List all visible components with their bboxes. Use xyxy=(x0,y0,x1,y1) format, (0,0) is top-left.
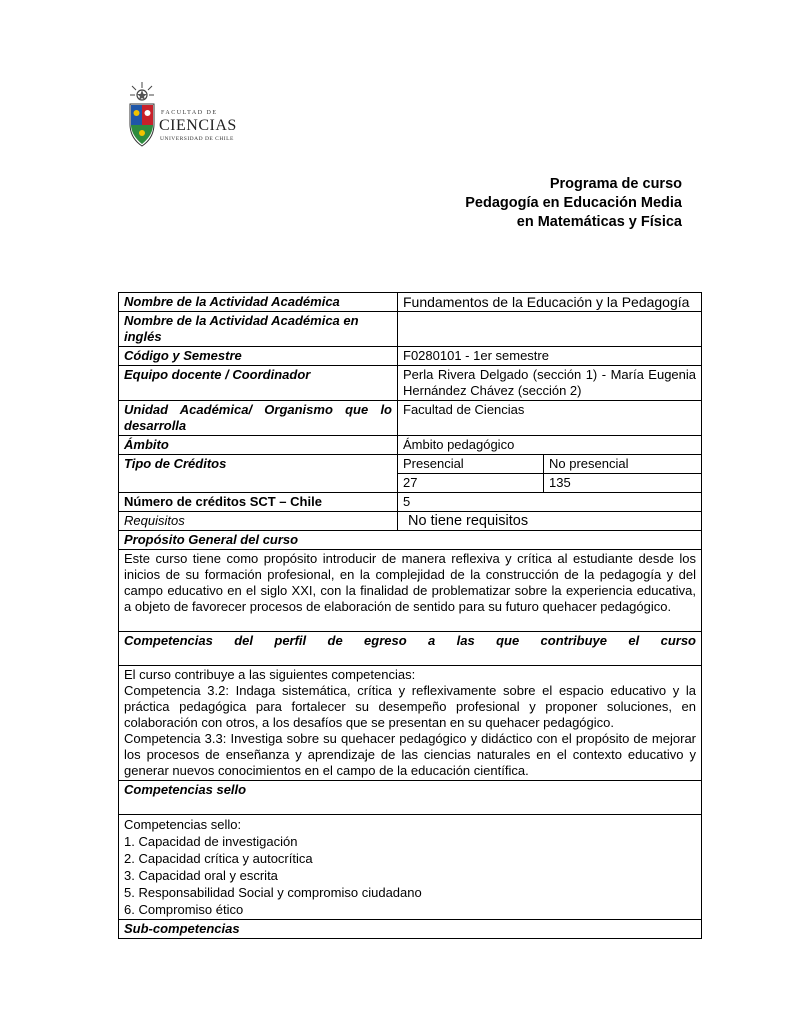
sello-item: 1. Capacidad de investigación xyxy=(124,834,298,849)
creditos-label: Tipo de Créditos xyxy=(119,455,398,493)
equipo-label: Equipo docente / Coordinador xyxy=(119,366,398,401)
faculty-logo xyxy=(127,80,237,150)
presencial-value: 27 xyxy=(398,474,544,493)
sello-cell xyxy=(119,815,702,920)
row-unidad xyxy=(119,401,702,436)
requisitos-label: Requisitos xyxy=(119,512,398,531)
ingles-value xyxy=(398,312,702,347)
row-proposito-text xyxy=(119,550,702,632)
equipo-value: Perla Rivera Delgado (sección 1) - María Eugenia Hernández Chávez (sección 2) xyxy=(398,366,702,401)
row-ambito xyxy=(119,436,702,455)
header-line-2: Pedagogía en Educación Media xyxy=(465,195,682,211)
actividad-value: Fundamentos de la Educación y la Pedagogía xyxy=(398,293,702,312)
competencia-3-3: Competencia 3.3: Investiga sobre su quehacer pedagógico y didáctico con el propósito de mejorar los procesos de enseñanza y aprendizaje de las ciencias naturales en el contexto educativo y generar nuevos conocimientos en el campo de la educación científica. xyxy=(124,731,696,778)
program-header xyxy=(465,175,682,232)
header-line-3: en Matemáticas y Física xyxy=(516,214,682,230)
logo-line-2: CIENCIAS xyxy=(159,117,237,134)
sello-item: 6. Compromiso ético xyxy=(124,902,244,917)
codigo-label: Código y Semestre xyxy=(119,347,398,366)
subcompetencias-label: Sub-competencias xyxy=(119,920,702,939)
sello-intro: Competencias sello: xyxy=(124,817,242,832)
row-ingles xyxy=(119,312,702,347)
row-sello-label xyxy=(119,781,702,815)
sello-item: 3. Capacidad oral y escrita xyxy=(124,868,278,883)
row-sello-list xyxy=(119,815,702,920)
row-competencias-text xyxy=(119,666,702,781)
logo-line-1: FACULTAD DE xyxy=(161,110,218,116)
unidad-value: Facultad de Ciencias xyxy=(398,401,702,436)
codigo-value: F0280101 - 1er semestre xyxy=(398,347,702,366)
sct-value: 5 xyxy=(398,493,702,512)
sello-item: 2. Capacidad crítica y autocrítica xyxy=(124,851,313,866)
proposito-label: Propósito General del curso xyxy=(119,531,702,550)
competencias-label: Competencias del perfil de egreso a las que contribuye el curso xyxy=(119,632,702,666)
no-presencial-value: 135 xyxy=(544,474,702,493)
requisitos-value: No tiene requisitos xyxy=(398,512,702,531)
row-proposito-label xyxy=(119,531,702,550)
proposito-text: Este curso tiene como propósito introducir de manera reflexiva y crítica al estudiante desde los inicios de su formación profesional, en la complejidad de la construcción de la pedagogía y del campo educativo en el siglo XXI, con la finalidad de problematizar sobre la experiencia educativa, a objeto de favorecer procesos de elaboración de sentido para su futuro quehacer pedagógico. xyxy=(119,550,702,632)
logo-line-3: UNIVERSIDAD DE CHILE xyxy=(160,136,234,142)
competencia-3-2: Competencia 3.2: Indaga sistemática, crítica y reflexivamente sobre el espacio educativo y la práctica pedagógica para fortalecer su desempeño profesional y proponer soluciones, en colaboración con otros, a los desafíos que se presentan en su quehacer pedagógico. xyxy=(124,683,696,730)
no-presencial-label: No presencial xyxy=(544,455,702,474)
row-actividad xyxy=(119,293,702,312)
row-creditos-header xyxy=(119,455,702,474)
presencial-label: Presencial xyxy=(398,455,544,474)
row-competencias-label xyxy=(119,632,702,666)
ambito-label: Ámbito xyxy=(119,436,398,455)
row-subcompetencias xyxy=(119,920,702,939)
actividad-label: Nombre de la Actividad Académica xyxy=(119,293,398,312)
sello-label: Competencias sello xyxy=(119,781,702,815)
unidad-label: Unidad Académica/ Organismo que lo desarrolla xyxy=(119,401,398,436)
row-equipo xyxy=(119,366,702,401)
sello-item: 5. Responsabilidad Social y compromiso ciudadano xyxy=(124,885,422,900)
row-sct xyxy=(119,493,702,512)
sct-label: Número de créditos SCT – Chile xyxy=(119,493,398,512)
ambito-value: Ámbito pedagógico xyxy=(398,436,702,455)
row-codigo xyxy=(119,347,702,366)
course-table xyxy=(118,292,702,939)
competencias-intro: El curso contribuye a las siguientes competencias: xyxy=(124,667,416,682)
ingles-label: Nombre de la Actividad Académica en inglés xyxy=(119,312,398,347)
row-requisitos xyxy=(119,512,702,531)
competencias-cell xyxy=(119,666,702,781)
header-line-1: Programa de curso xyxy=(549,176,682,192)
